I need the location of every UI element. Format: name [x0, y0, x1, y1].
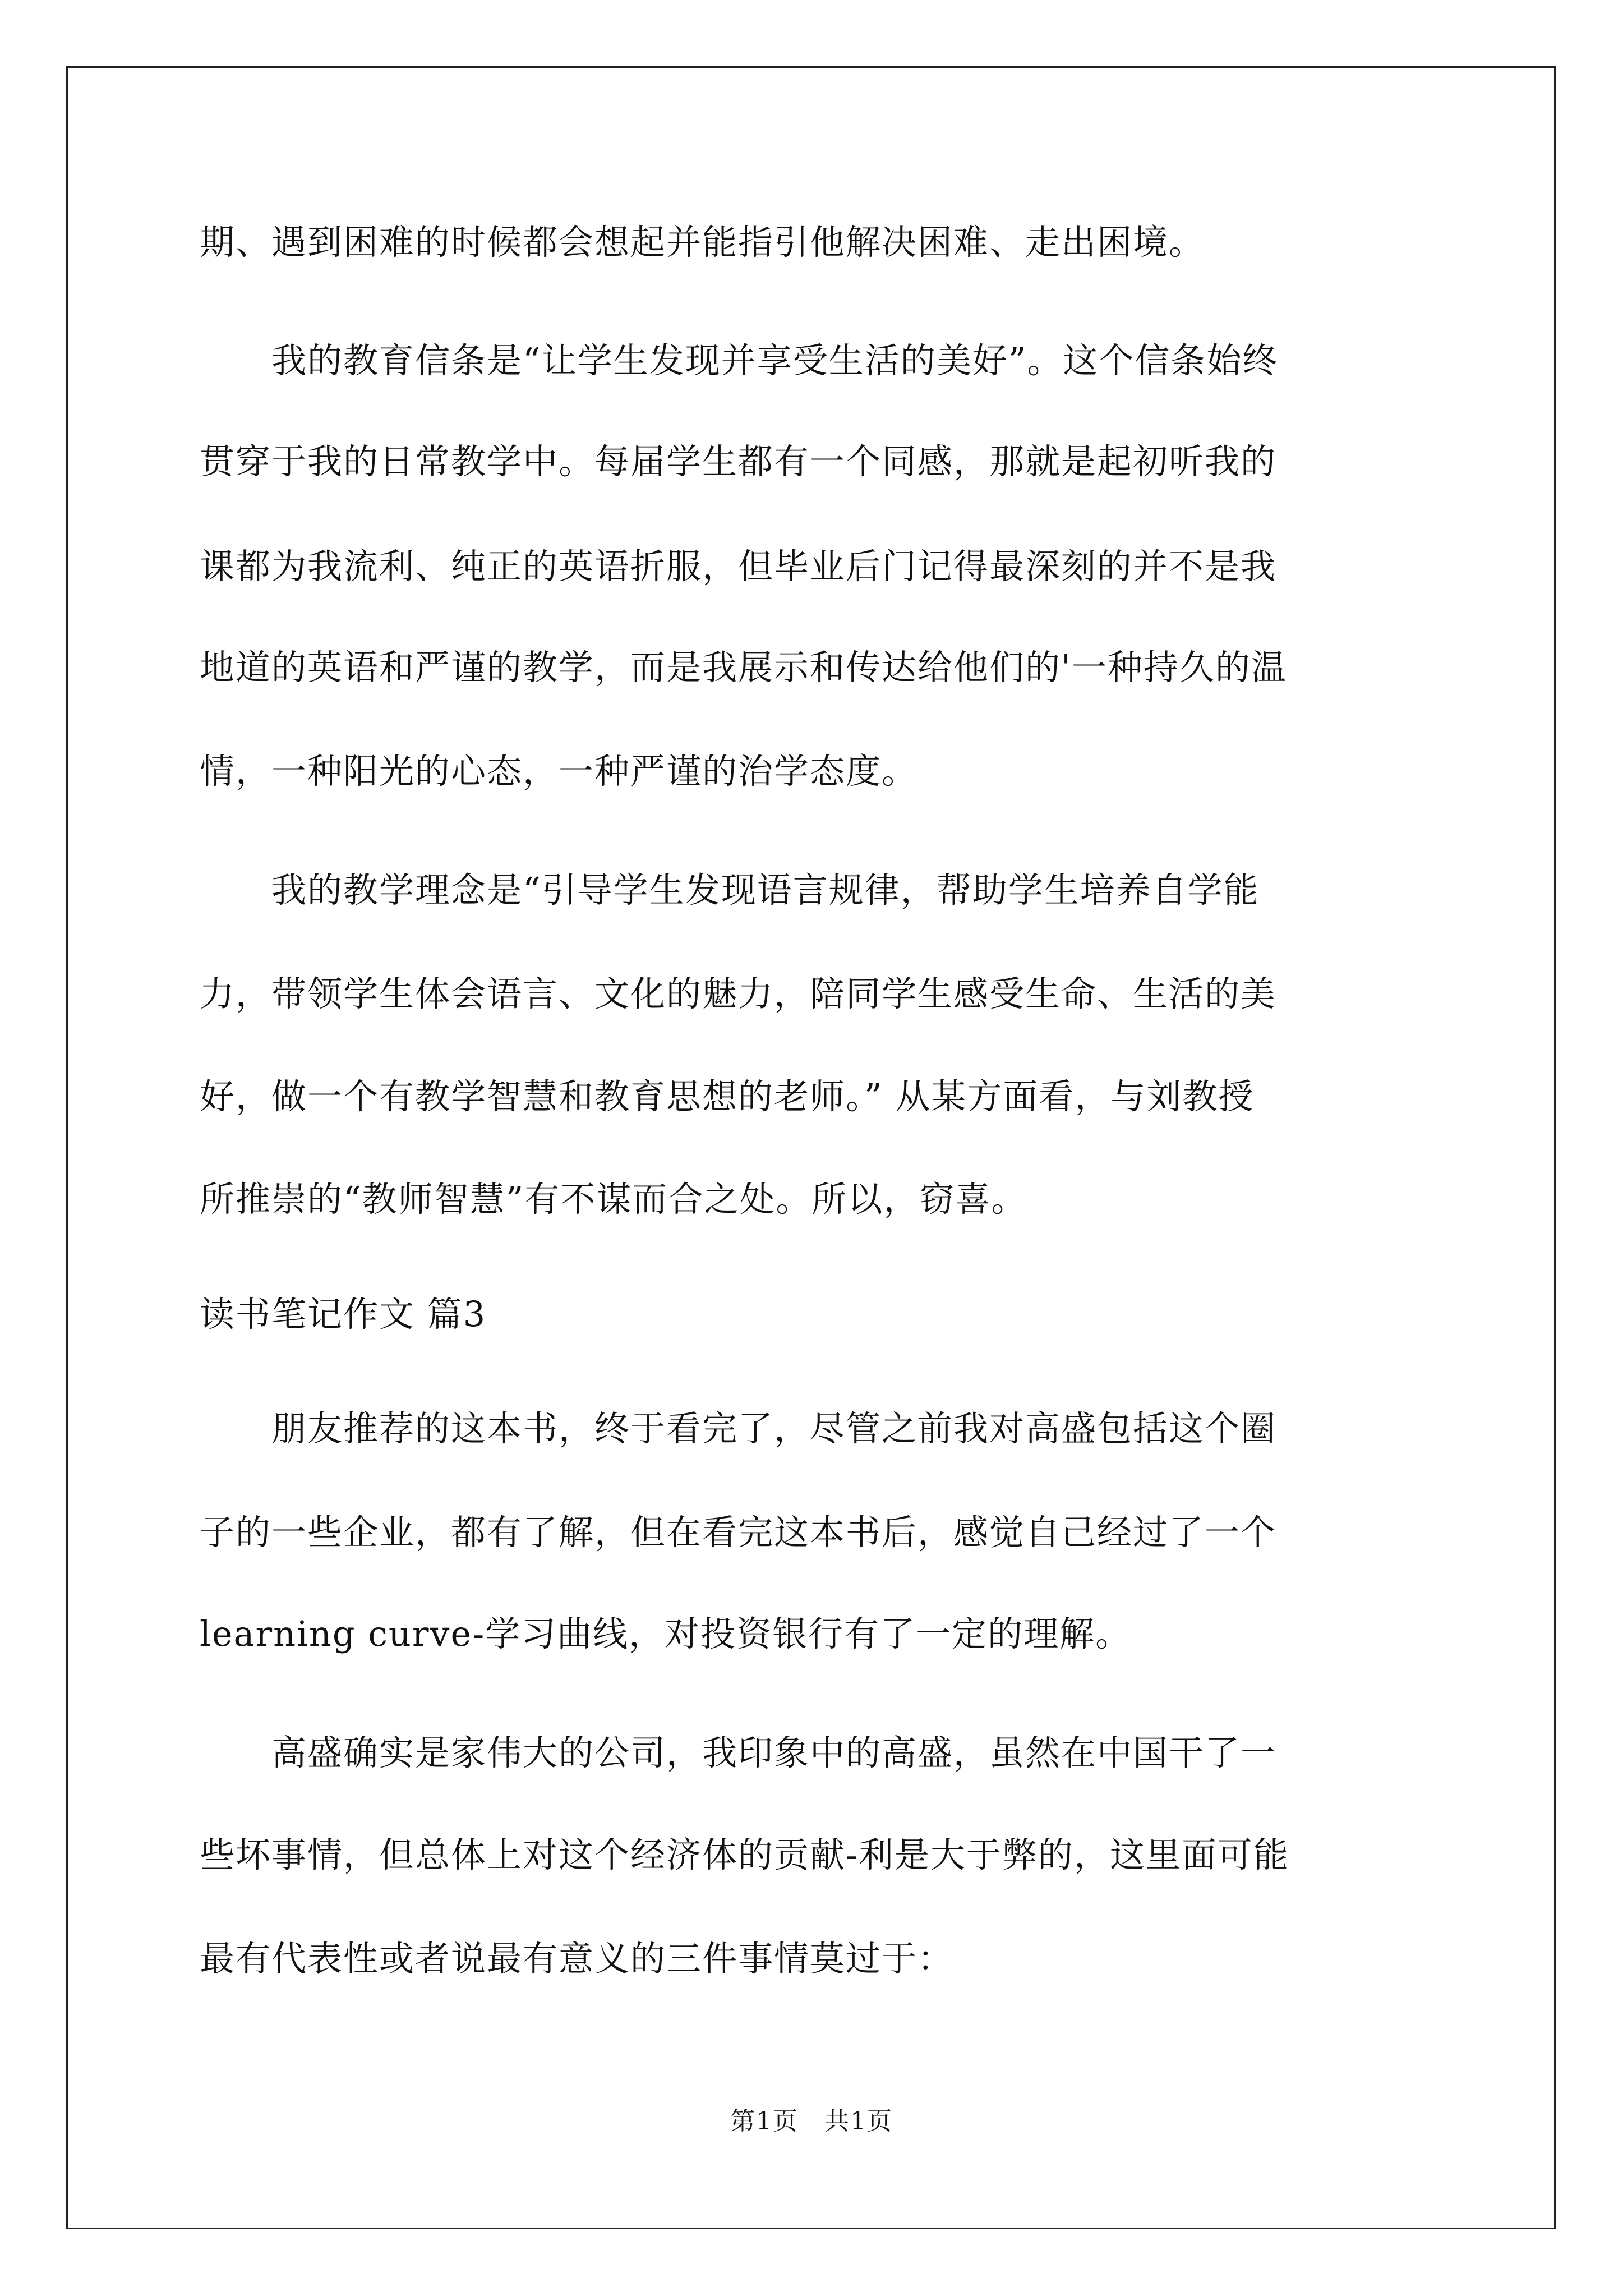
text-line: 贯穿于我的日常教学中。每届学生都有一个同感，那就是起初听我的: [200, 441, 1277, 482]
text-line: 期、遇到困难的时候都会想起并能指引他解决困难、走出困境。: [200, 222, 1205, 263]
page-number: 第1页 共1页: [730, 2107, 893, 2136]
text-line: 我的教学理念是“引导学生发现语言规律，帮助学生培养自学能: [200, 869, 1260, 910]
text-line: 我的教育信条是“让学生发现并享受生活的美好”。这个信条始终: [200, 340, 1279, 381]
text-line: 好，做一个有教学智慧和教育思想的老师。” 从某方面看，与刘教授: [200, 1076, 1255, 1117]
text-line: learning curve-学习曲线，对投资银行有了一定的理解。: [200, 1613, 1132, 1654]
text-line: 情，一种阳光的心态，一种严谨的治学态度。: [200, 751, 918, 792]
text-line: 所推崇的“教师智慧”有不谋而合之处。所以，窃喜。: [200, 1179, 1027, 1220]
text-line: 子的一些企业，都有了解，但在看完这本书后，感觉自己经过了一个: [200, 1512, 1277, 1553]
text-line: 课都为我流利、纯正的英语折服，但毕业后门记得最深刻的并不是我: [200, 546, 1277, 587]
text-line: 些坏事情，但总体上对这个经济体的贡献-利是大于弊的，这里面可能: [200, 1834, 1289, 1875]
section-heading: 读书笔记作文 篇3: [200, 1294, 487, 1335]
page-border: [66, 66, 1556, 2229]
text-line: 高盛确实是家伟大的公司，我印象中的高盛，虽然在中国干了一: [200, 1732, 1277, 1773]
text-line: 地道的英语和严谨的教学，而是我展示和传达给他们的'一种持久的温: [200, 647, 1288, 688]
text-line: 力，带领学生体会语言、文化的魅力，陪同学生感受生命、生活的美: [200, 973, 1277, 1014]
text-line: 最有代表性或者说最有意义的三件事情莫过于：: [200, 1938, 954, 1979]
text-line: 朋友推荐的这本书，终于看完了，尽管之前我对高盛包括这个圈: [200, 1408, 1277, 1449]
